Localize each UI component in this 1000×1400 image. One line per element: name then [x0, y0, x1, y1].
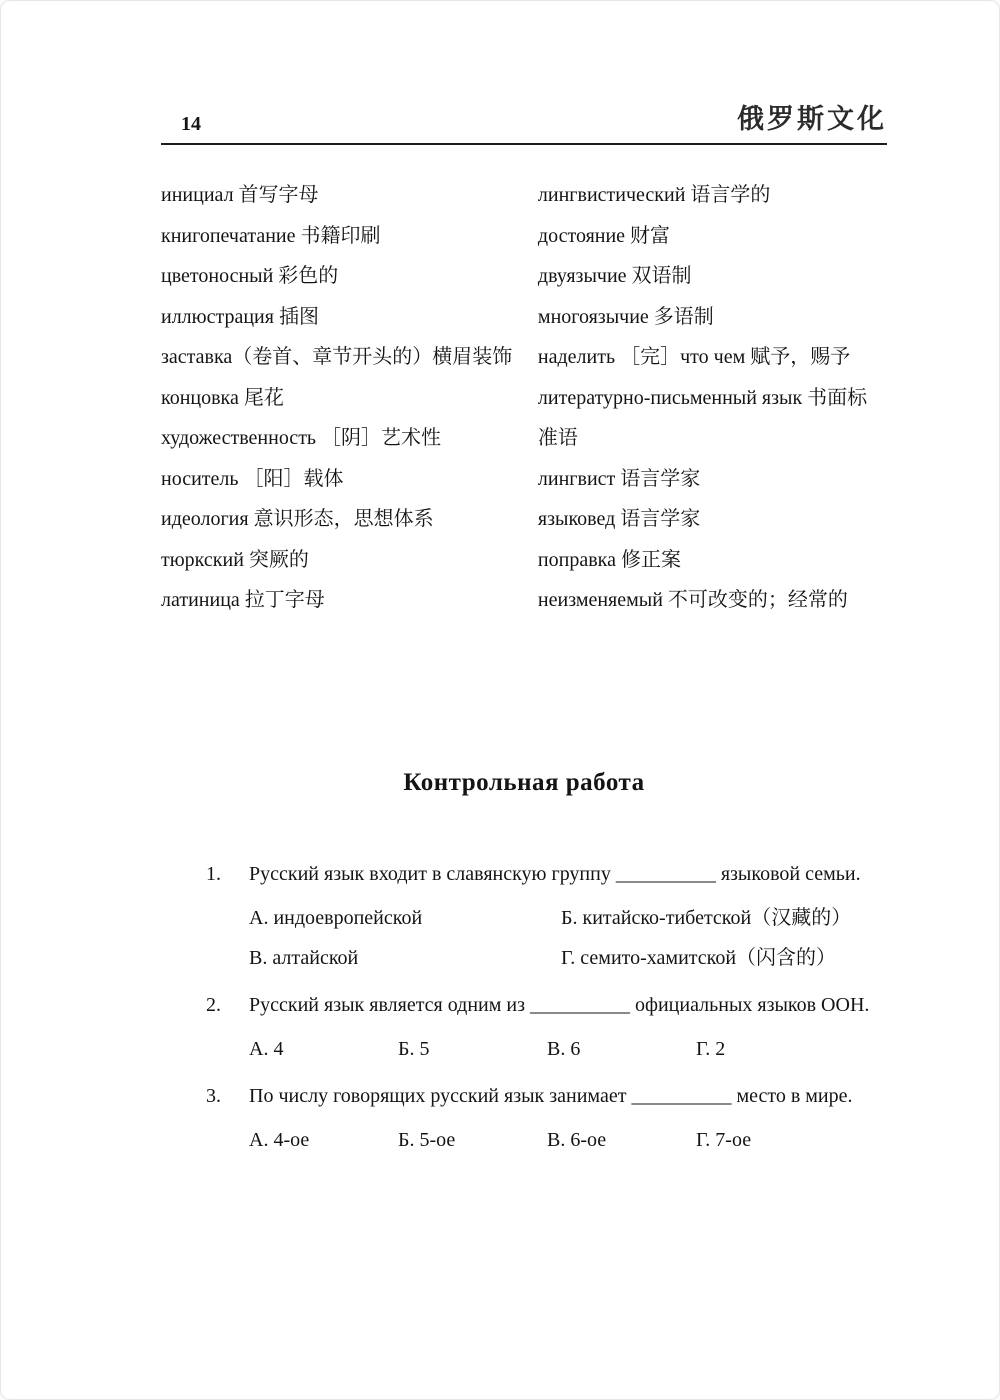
option-v: В. 6	[547, 1037, 581, 1060]
header-rule	[161, 143, 887, 145]
question-2	[206, 982, 887, 1069]
question-body	[249, 851, 887, 978]
vocab-entry: неизменяемый 不可改变的；经常的	[537, 589, 848, 611]
vocab-entry: достояние 财富	[537, 224, 671, 247]
vocab-entry: заставка（卷首、章节开头的）横眉装饰	[161, 346, 513, 368]
vocab-entry: наделить ［完］что чем 赋予，赐予	[537, 346, 851, 368]
option-g: Г. 2	[696, 1037, 726, 1060]
page-number: 14	[181, 113, 201, 135]
vocab-entry: тюркский 突厥的	[161, 548, 309, 571]
vocab-entry: многоязычие 多语制	[537, 305, 714, 328]
answer-options	[249, 1029, 887, 1069]
vocab-entry: поправка 修正案	[537, 548, 681, 571]
answer-options	[249, 1120, 887, 1160]
option-b: Б. китайско-тибетской（汉藏的）	[561, 906, 852, 929]
option-g: Г. семито-хамитской（闪含的）	[561, 946, 837, 969]
question-text: Русский язык является одним из __________ официальных языков ООН.	[249, 993, 870, 1016]
vocab-column-right	[538, 175, 887, 621]
option-v: В. алтайской	[249, 946, 359, 969]
option-b: Б. 5-ое	[398, 1128, 456, 1151]
question-1	[206, 851, 887, 978]
vocab-entry: идеология 意识形态，思想体系	[161, 508, 434, 530]
vocab-entry: иллюстрация 插图	[161, 305, 319, 328]
questions-section	[161, 851, 887, 1160]
vocab-entry: лингвистический 语言学的	[537, 184, 771, 206]
vocabulary-section	[161, 175, 887, 621]
question-number: 3.	[206, 1084, 221, 1107]
vocab-entry: концовка 尾花	[161, 386, 284, 409]
vocab-entry: художественность ［阴］艺术性	[161, 427, 442, 449]
vocab-entry: цветоносный 彩色的	[161, 265, 339, 287]
vocab-entry: языковед 语言学家	[537, 508, 701, 530]
option-a: А. 4-ое	[249, 1128, 310, 1151]
question-3	[206, 1073, 887, 1160]
vocab-entry: литературно-письменный язык 书面标准语	[537, 386, 868, 449]
question-text: По числу говорящих русский язык занимает __________ место в мире.	[249, 1084, 853, 1107]
question-text: Русский язык входит в славянскую группу __________ языковой семьи.	[249, 862, 861, 885]
option-a: А. 4	[249, 1037, 284, 1060]
vocab-column-left	[161, 175, 538, 621]
answer-options	[249, 898, 887, 978]
question-number: 1.	[206, 862, 221, 885]
option-v: В. 6-ое	[547, 1128, 607, 1151]
vocab-entry: двуязычие 双语制	[537, 265, 692, 287]
question-number: 2.	[206, 993, 221, 1016]
option-g: Г. 7-ое	[696, 1128, 752, 1151]
option-a: А. индоевропейской	[249, 906, 423, 929]
question-body	[249, 1073, 887, 1160]
vocab-entry: латиница 拉丁字母	[161, 589, 325, 611]
section-title: Контрольная работа	[403, 768, 645, 796]
vocab-entry: инициал 首写字母	[161, 184, 319, 206]
page-header	[161, 97, 887, 136]
book-title: 俄罗斯文化	[737, 104, 887, 134]
vocab-entry: носитель ［阳］载体	[161, 467, 344, 490]
option-b: Б. 5	[398, 1037, 430, 1060]
vocab-entry: книгопечатание 书籍印刷	[161, 224, 381, 247]
vocab-entry: лингвист 语言学家	[537, 467, 701, 490]
question-body	[249, 982, 887, 1069]
